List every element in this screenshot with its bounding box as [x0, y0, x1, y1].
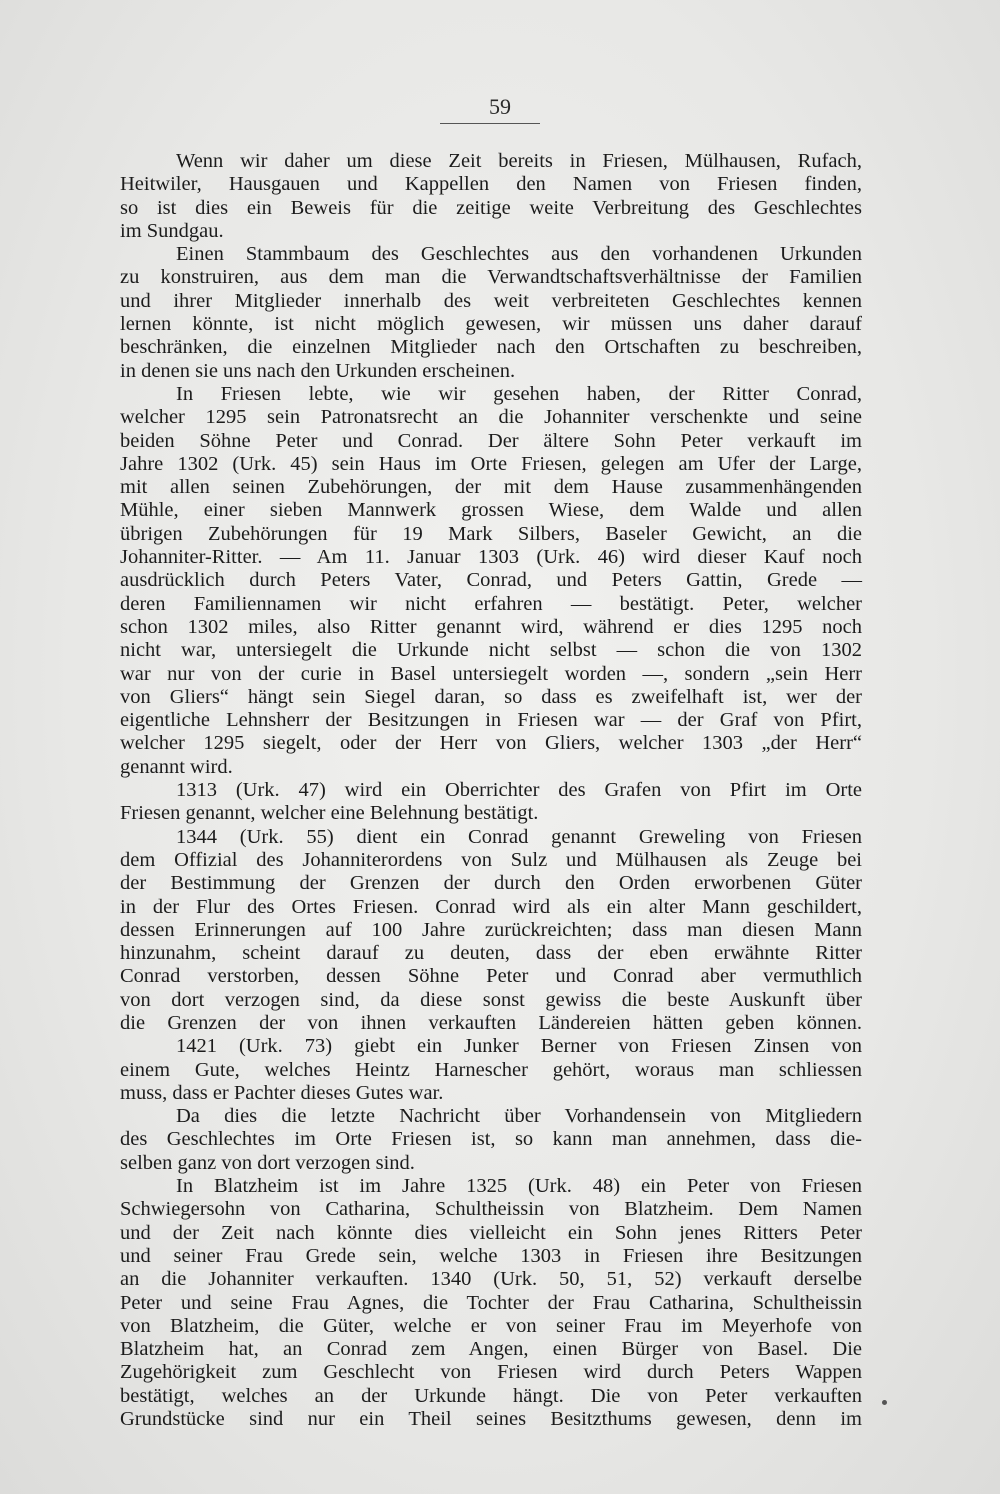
text-line: Heitwiler, Hausgauen und Kappellen den Namen von Friesen finden,	[120, 173, 862, 196]
text-line: In Friesen lebte, wie wir gesehen haben, der Ritter Conrad,	[176, 382, 862, 405]
text-line: der Bestimmung der Grenzen der durch den Orden erworbenen Güter	[120, 872, 862, 895]
text-line: genannt wird.	[120, 755, 233, 778]
text-line: die Grenzen der von ihnen verkauften Ländereien hätten geben können.	[120, 1011, 862, 1034]
text-line: so ist dies ein Beweis für die zeitige weite Verbreitung des Geschlechtes	[120, 196, 862, 219]
text-line: von Gliers“ hängt sein Siegel daran, so dass es zweifelhaft ist, wer der	[120, 685, 862, 708]
text-line: von dort verzogen sind, da diese sonst gewiss die beste Auskunft über	[120, 988, 862, 1011]
text-line: mit allen seinen Zubehörungen, der mit dem Hause zusammenhängenden	[120, 476, 862, 499]
text-line: übrigen Zubehörungen für 19 Mark Silbers, Baseler Gewicht, an die	[120, 522, 862, 545]
text-line: 1344 (Urk. 55) dient ein Conrad genannt Greweling von Friesen	[176, 825, 862, 848]
text-line: und ihrer Mitglieder innerhalb des weit verbreiteten Geschlechtes kennen	[120, 289, 862, 312]
text-line: Conrad verstorben, dessen Söhne Peter und Conrad aber vermuthlich	[120, 965, 862, 988]
text-line: von Blatzheim, die Güter, welche er von seiner Frau im Meyerhofe von	[120, 1314, 862, 1337]
text-line: hinzunahm, scheint darauf zu deuten, dass der eben erwähnte Ritter	[120, 942, 862, 965]
text-line: Grundstücke sind nur ein Theil seines Besitzthums gewesen, denn im	[120, 1408, 862, 1431]
text-line: beschränken, die einzelnen Mitglieder nach den Ortschaften zu beschreiben,	[120, 336, 862, 359]
text-line: 1421 (Urk. 73) giebt ein Junker Berner von Friesen Zinsen von	[176, 1035, 862, 1058]
text-line: an die Johanniter verkauften. 1340 (Urk. 50, 51, 52) verkauft derselbe	[120, 1268, 862, 1291]
text-line: im Sundgau.	[120, 219, 224, 242]
text-line: Blatzheim hat, an Conrad zem Angen, einen Bürger von Basel. Die	[120, 1338, 862, 1361]
text-line: war nur von der curie in Basel untersiegelt worden —, sondern „sein Herr	[120, 662, 862, 685]
text-line: Peter und seine Frau Agnes, die Tochter der Frau Catharina, Schultheissin	[120, 1291, 862, 1314]
text-line: In Blatzheim ist im Jahre 1325 (Urk. 48) ein Peter von Friesen	[176, 1175, 862, 1198]
text-line: Friesen genannt, welcher eine Belehnung bestätigt.	[120, 802, 539, 825]
text-line: Mühle, einer sieben Mannwerk grossen Wiese, dem Walde und allen	[120, 499, 862, 522]
body-text	[120, 150, 862, 1431]
text-line: nicht war, untersiegelt die Urkunde nicht selbst — schon die von 1302	[120, 639, 862, 662]
text-line: und seiner Frau Grede sein, welche 1303 in Friesen ihre Besitzungen	[120, 1244, 862, 1267]
ink-speck	[882, 1400, 887, 1405]
text-line: Wenn wir daher um diese Zeit bereits in Friesen, Mülhausen, Rufach,	[176, 150, 862, 172]
text-line: in der Flur des Ortes Friesen. Conrad wird als ein alter Mann geschildert,	[120, 895, 862, 918]
text-line: 1313 (Urk. 47) wird ein Oberrichter des Grafen von Pfirt im Orte	[176, 779, 862, 802]
page-number-rule	[440, 123, 540, 124]
text-line: muss, dass er Pachter dieses Gutes war.	[120, 1081, 444, 1104]
text-line: eigentliche Lehnsherr der Besitzungen in Friesen war — der Graf von Pfirt,	[120, 709, 862, 732]
text-line: welcher 1295 sein Patronatsrecht an die Johanniter verschenkte und seine	[120, 406, 862, 429]
text-line: und der Zeit nach könnte dies vielleicht ein Sohn jenes Ritters Peter	[120, 1221, 862, 1244]
text-line: welcher 1295 siegelt, oder der Herr von Gliers, welcher 1303 „der Herr“	[120, 732, 862, 755]
text-line: zu konstruiren, aus dem man die Verwandtschaftsverhältnisse der Familien	[120, 266, 862, 289]
text-line: beiden Söhne Peter und Conrad. Der ältere Sohn Peter verkauft im	[120, 429, 862, 452]
text-line: Einen Stammbaum des Geschlechtes aus den vorhandenen Urkunden	[176, 243, 862, 266]
text-line: dem Offizial des Johanniterordens von Sulz und Mülhausen als Zeuge bei	[120, 848, 862, 871]
text-line: selben ganz von dort verzogen sind.	[120, 1151, 415, 1174]
text-line: dessen Erinnerungen auf 100 Jahre zurückreichten; dass man diesen Mann	[120, 918, 862, 941]
text-line: Johanniter-Ritter. — Am 11. Januar 1303 (Urk. 46) wird dieser Kauf noch	[120, 546, 862, 569]
text-line: deren Familiennamen wir nicht erfahren — bestätigt. Peter, welcher	[120, 592, 862, 615]
text-line: einem Gute, welches Heintz Harnescher gehört, woraus man schliessen	[120, 1058, 862, 1081]
text-line: Jahre 1302 (Urk. 45) sein Haus im Orte Friesen, gelegen am Ufer der Large,	[120, 452, 862, 475]
text-line: ausdrücklich durch Peters Vater, Conrad, und Peters Gattin, Grede —	[120, 569, 862, 592]
text-line: in denen sie uns nach den Urkunden erscheinen.	[120, 359, 516, 382]
text-line: schon 1302 miles, also Ritter genannt wird, während er dies 1295 noch	[120, 615, 862, 638]
text-line: Schwiegersohn von Catharina, Schultheissin von Blatzheim. Dem Namen	[120, 1198, 862, 1221]
text-line: Zugehörigkeit zum Geschlecht von Friesen wird durch Peters Wappen	[120, 1361, 862, 1384]
text-line: des Geschlechtes im Orte Friesen ist, so kann man annehmen, dass die-	[120, 1128, 862, 1151]
text-line: Da dies die letzte Nachricht über Vorhandensein von Mitgliedern	[176, 1105, 862, 1128]
text-line: lernen könnte, ist nicht möglich gewesen, wir müssen uns daher darauf	[120, 313, 862, 336]
text-line: bestätigt, welches an der Urkunde hängt. Die von Peter verkauften	[120, 1384, 862, 1407]
page-number: 59	[489, 94, 511, 119]
